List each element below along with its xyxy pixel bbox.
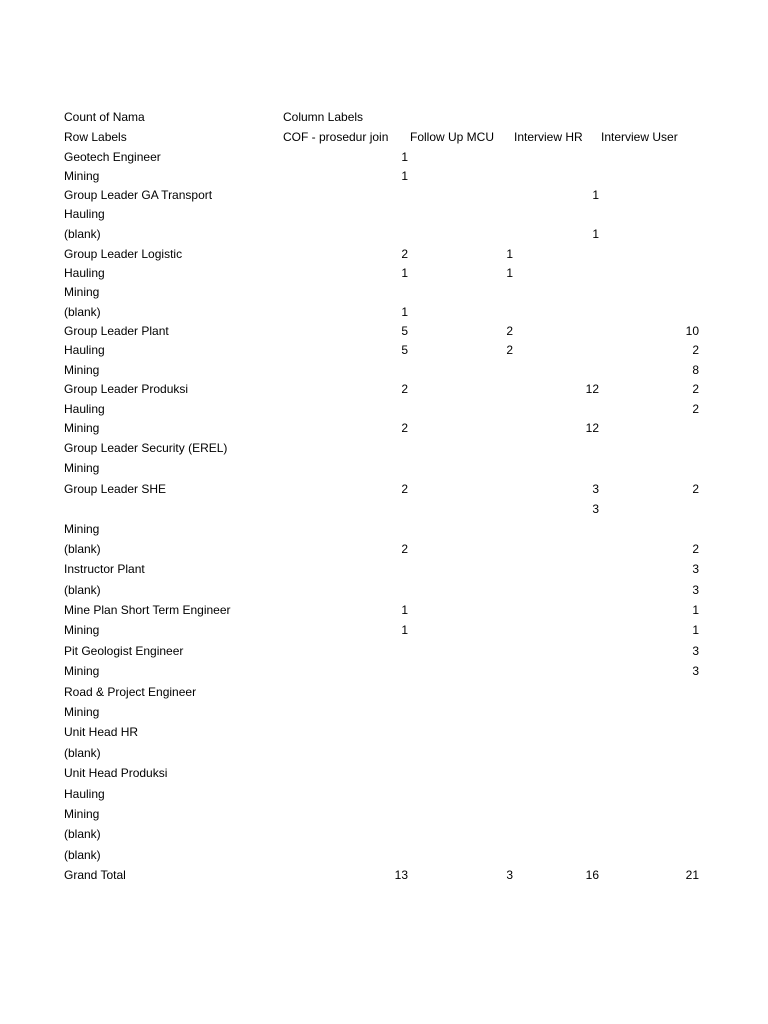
row-label: Mining — [64, 664, 100, 678]
row-label: Mine Plan Short Term Engineer — [64, 603, 231, 617]
count-label: Count of Nama — [64, 110, 145, 124]
row-label: Mining — [64, 169, 100, 183]
row-label: Group Leader Produksi — [64, 382, 189, 396]
pivot-row — [0, 148, 768, 166]
cell-hr: 1 — [592, 188, 599, 202]
row-labels-label: Row Labels — [64, 130, 127, 144]
pivot-row — [0, 500, 768, 518]
cell-cof: 2 — [401, 382, 408, 396]
grand-total-label: Grand Total — [64, 868, 126, 882]
grand-total-user: 21 — [685, 868, 699, 882]
row-label: Geotech Engineer — [64, 150, 161, 164]
cell-mcu: 2 — [506, 343, 513, 357]
cell-cof: 5 — [401, 343, 408, 357]
column-header-hr: Interview HR — [514, 130, 583, 144]
cell-user: 3 — [692, 583, 699, 597]
row-label: Mining — [64, 705, 100, 719]
pivot-row — [0, 245, 768, 263]
pivot-row — [0, 167, 768, 185]
row-label: Mining — [64, 623, 100, 637]
pivot-row — [0, 459, 768, 477]
cell-user: 8 — [692, 363, 699, 377]
row-label: Hauling — [64, 207, 105, 221]
row-label: (blank) — [64, 227, 101, 241]
pivot-row — [0, 621, 768, 639]
grand-total-hr: 16 — [585, 868, 599, 882]
pivot-row — [0, 341, 768, 359]
pivot-row — [0, 642, 768, 660]
row-label: (blank) — [64, 583, 101, 597]
cell-cof: 2 — [401, 542, 408, 556]
pivot-row — [0, 520, 768, 538]
pivot-row — [0, 225, 768, 243]
row-label: (blank) — [64, 848, 101, 862]
cell-cof: 5 — [401, 324, 408, 338]
pivot-row — [0, 400, 768, 418]
row-label: Mining — [64, 461, 100, 475]
row-label: (blank) — [64, 305, 101, 319]
row-label: Mining — [64, 807, 100, 821]
cell-cof: 1 — [401, 150, 408, 164]
row-label: Pit Geologist Engineer — [64, 644, 184, 658]
row-label: Unit Head HR — [64, 725, 139, 739]
cell-cof: 1 — [401, 603, 408, 617]
row-label: Group Leader Plant — [64, 324, 169, 338]
column-labels-label: Column Labels — [283, 110, 364, 124]
row-label: Hauling — [64, 266, 105, 280]
cell-hr: 12 — [585, 382, 599, 396]
pivot-row — [0, 205, 768, 223]
pivot-row — [0, 825, 768, 843]
row-label: Group Leader GA Transport — [64, 188, 213, 202]
row-label: (blank) — [64, 827, 101, 841]
cell-cof: 2 — [401, 421, 408, 435]
pivot-row — [0, 322, 768, 340]
cell-hr: 12 — [585, 421, 599, 435]
cell-user: 3 — [692, 562, 699, 576]
pivot-row — [0, 480, 768, 498]
cell-cof: 1 — [401, 305, 408, 319]
row-label: Hauling — [64, 787, 105, 801]
cell-hr: 3 — [592, 482, 599, 496]
cell-mcu: 1 — [506, 247, 513, 261]
pivot-header-row-1 — [0, 108, 768, 126]
pivot-header-row-2 — [0, 128, 768, 146]
pivot-row — [0, 560, 768, 578]
pivot-row — [0, 601, 768, 619]
grand-total-mcu: 3 — [506, 868, 513, 882]
cell-user: 1 — [692, 623, 699, 637]
cell-user: 3 — [692, 664, 699, 678]
row-label: Mining — [64, 285, 100, 299]
pivot-row — [0, 264, 768, 282]
row-label: Instructor Plant — [64, 562, 145, 576]
cell-user: 3 — [692, 644, 699, 658]
row-label: (blank) — [64, 542, 101, 556]
pivot-row — [0, 380, 768, 398]
cell-mcu: 1 — [506, 266, 513, 280]
pivot-row — [0, 283, 768, 301]
column-header-cof: COF - prosedur join — [283, 130, 389, 144]
pivot-row — [0, 540, 768, 558]
pivot-row — [0, 361, 768, 379]
row-label: Group Leader Security (EREL) — [64, 441, 228, 455]
cell-cof: 1 — [401, 169, 408, 183]
pivot-row — [0, 581, 768, 599]
pivot-row — [0, 303, 768, 321]
pivot-row — [0, 186, 768, 204]
pivot-row — [0, 764, 768, 782]
pivot-row — [0, 439, 768, 457]
row-label: (blank) — [64, 746, 101, 760]
row-label: Group Leader Logistic — [64, 247, 183, 261]
row-label: Mining — [64, 421, 100, 435]
row-label: Unit Head Produksi — [64, 766, 168, 780]
cell-user: 2 — [692, 382, 699, 396]
cell-cof: 1 — [401, 623, 408, 637]
row-label: Mining — [64, 363, 100, 377]
cell-user: 10 — [685, 324, 699, 338]
cell-hr: 1 — [592, 227, 599, 241]
column-header-mcu: Follow Up MCU — [410, 130, 495, 144]
cell-cof: 2 — [401, 247, 408, 261]
row-label: Hauling — [64, 343, 105, 357]
cell-user: 2 — [692, 343, 699, 357]
cell-cof: 2 — [401, 482, 408, 496]
row-label: Hauling — [64, 402, 105, 416]
cell-mcu: 2 — [506, 324, 513, 338]
cell-cof: 1 — [401, 266, 408, 280]
pivot-row — [0, 785, 768, 803]
pivot-row — [0, 846, 768, 864]
cell-user: 2 — [692, 542, 699, 556]
pivot-row — [0, 683, 768, 701]
cell-user: 2 — [692, 482, 699, 496]
pivot-row — [0, 703, 768, 721]
pivot-row — [0, 419, 768, 437]
cell-user: 1 — [692, 603, 699, 617]
row-label: Road & Project Engineer — [64, 685, 197, 699]
column-header-user: Interview User — [601, 130, 678, 144]
row-label: Group Leader SHE — [64, 482, 167, 496]
cell-user: 2 — [692, 402, 699, 416]
pivot-row — [0, 723, 768, 741]
grand-total-cof: 13 — [394, 868, 408, 882]
pivot-row — [0, 744, 768, 762]
grand-total-row — [0, 866, 768, 884]
row-label: Mining — [64, 522, 100, 536]
pivot-row — [0, 662, 768, 680]
cell-hr: 3 — [592, 502, 599, 516]
pivot-row — [0, 805, 768, 823]
